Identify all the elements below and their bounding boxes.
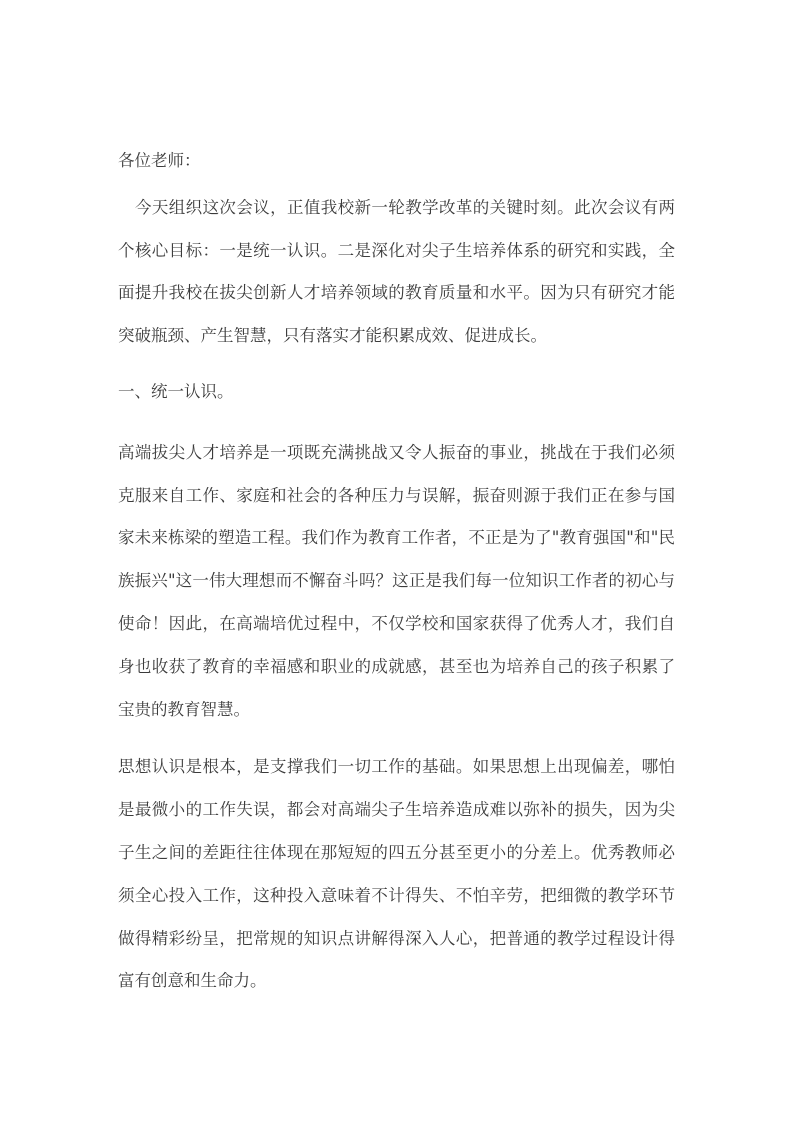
text-line: 高端拔尖人才培养是一项既充满挑战又令人振奋的事业，挑战在于我们必须 [118,442,675,462]
text-line: 身也收获了教育的幸福感和职业的成就感，甚至也为培养自己的孩子积累了 [118,656,675,676]
text-line: 面提升我校在拔尖创新人才培养领域的教育质量和水平。因为只有研究才能 [118,283,675,303]
text-line: 宝贵的教育智慧。 [118,699,250,719]
text-line: 做得精彩纷呈，把常规的知识点讲解得深入人心，把普通的教学过程设计得 [118,928,675,948]
text-line: 富有创意和生命力。 [118,971,267,991]
salutation: 各位老师： [118,151,201,170]
text-line: 思想认识是根本，是支撑我们一切工作的基础。如果思想上出现偏差，哪怕 [118,757,675,777]
section-heading: 一、统一认识。 [118,381,234,401]
text-line: 个核心目标：一是统一认识。二是深化对尖子生培养体系的研究和实践，全 [118,240,675,260]
paragraph-three [118,746,675,1003]
text-line: 今天组织这次会议，正值我校新一轮教学改革的关键时刻。此次会议有两 [135,197,675,217]
text-line: 克服来自工作、家庭和社会的各种压力与误解，振奋则源于我们正在参与国 [118,485,675,505]
text-line: 突破瓶颈、产生智慧，只有落实才能积累成效、促进成长。 [118,326,547,346]
text-line: 家未来栋梁的塑造工程。我们作为教育工作者，不正是为了"教育强国"和"民 [118,528,675,548]
text-line: 是最微小的工作失误，都会对高端尖子生培养造成难以弥补的损失，因为尖 [118,800,675,820]
text-line: 子生之间的差距往往体现在那短短的四五分甚至更小的分差上。优秀教师必 [118,842,675,862]
paragraph-intro [118,187,675,358]
text-line: 须全心投入工作，这种投入意味着不计得失、不怕辛劳，把细微的教学环节 [118,885,675,905]
text-line: 族振兴"这一伟大理想而不懈奋斗吗？这正是我们每一位知识工作者的初心与 [118,571,675,591]
text-line: 使命！因此，在高端培优过程中，不仅学校和国家获得了优秀人才，我们自 [118,613,675,633]
paragraph-two [118,432,675,732]
